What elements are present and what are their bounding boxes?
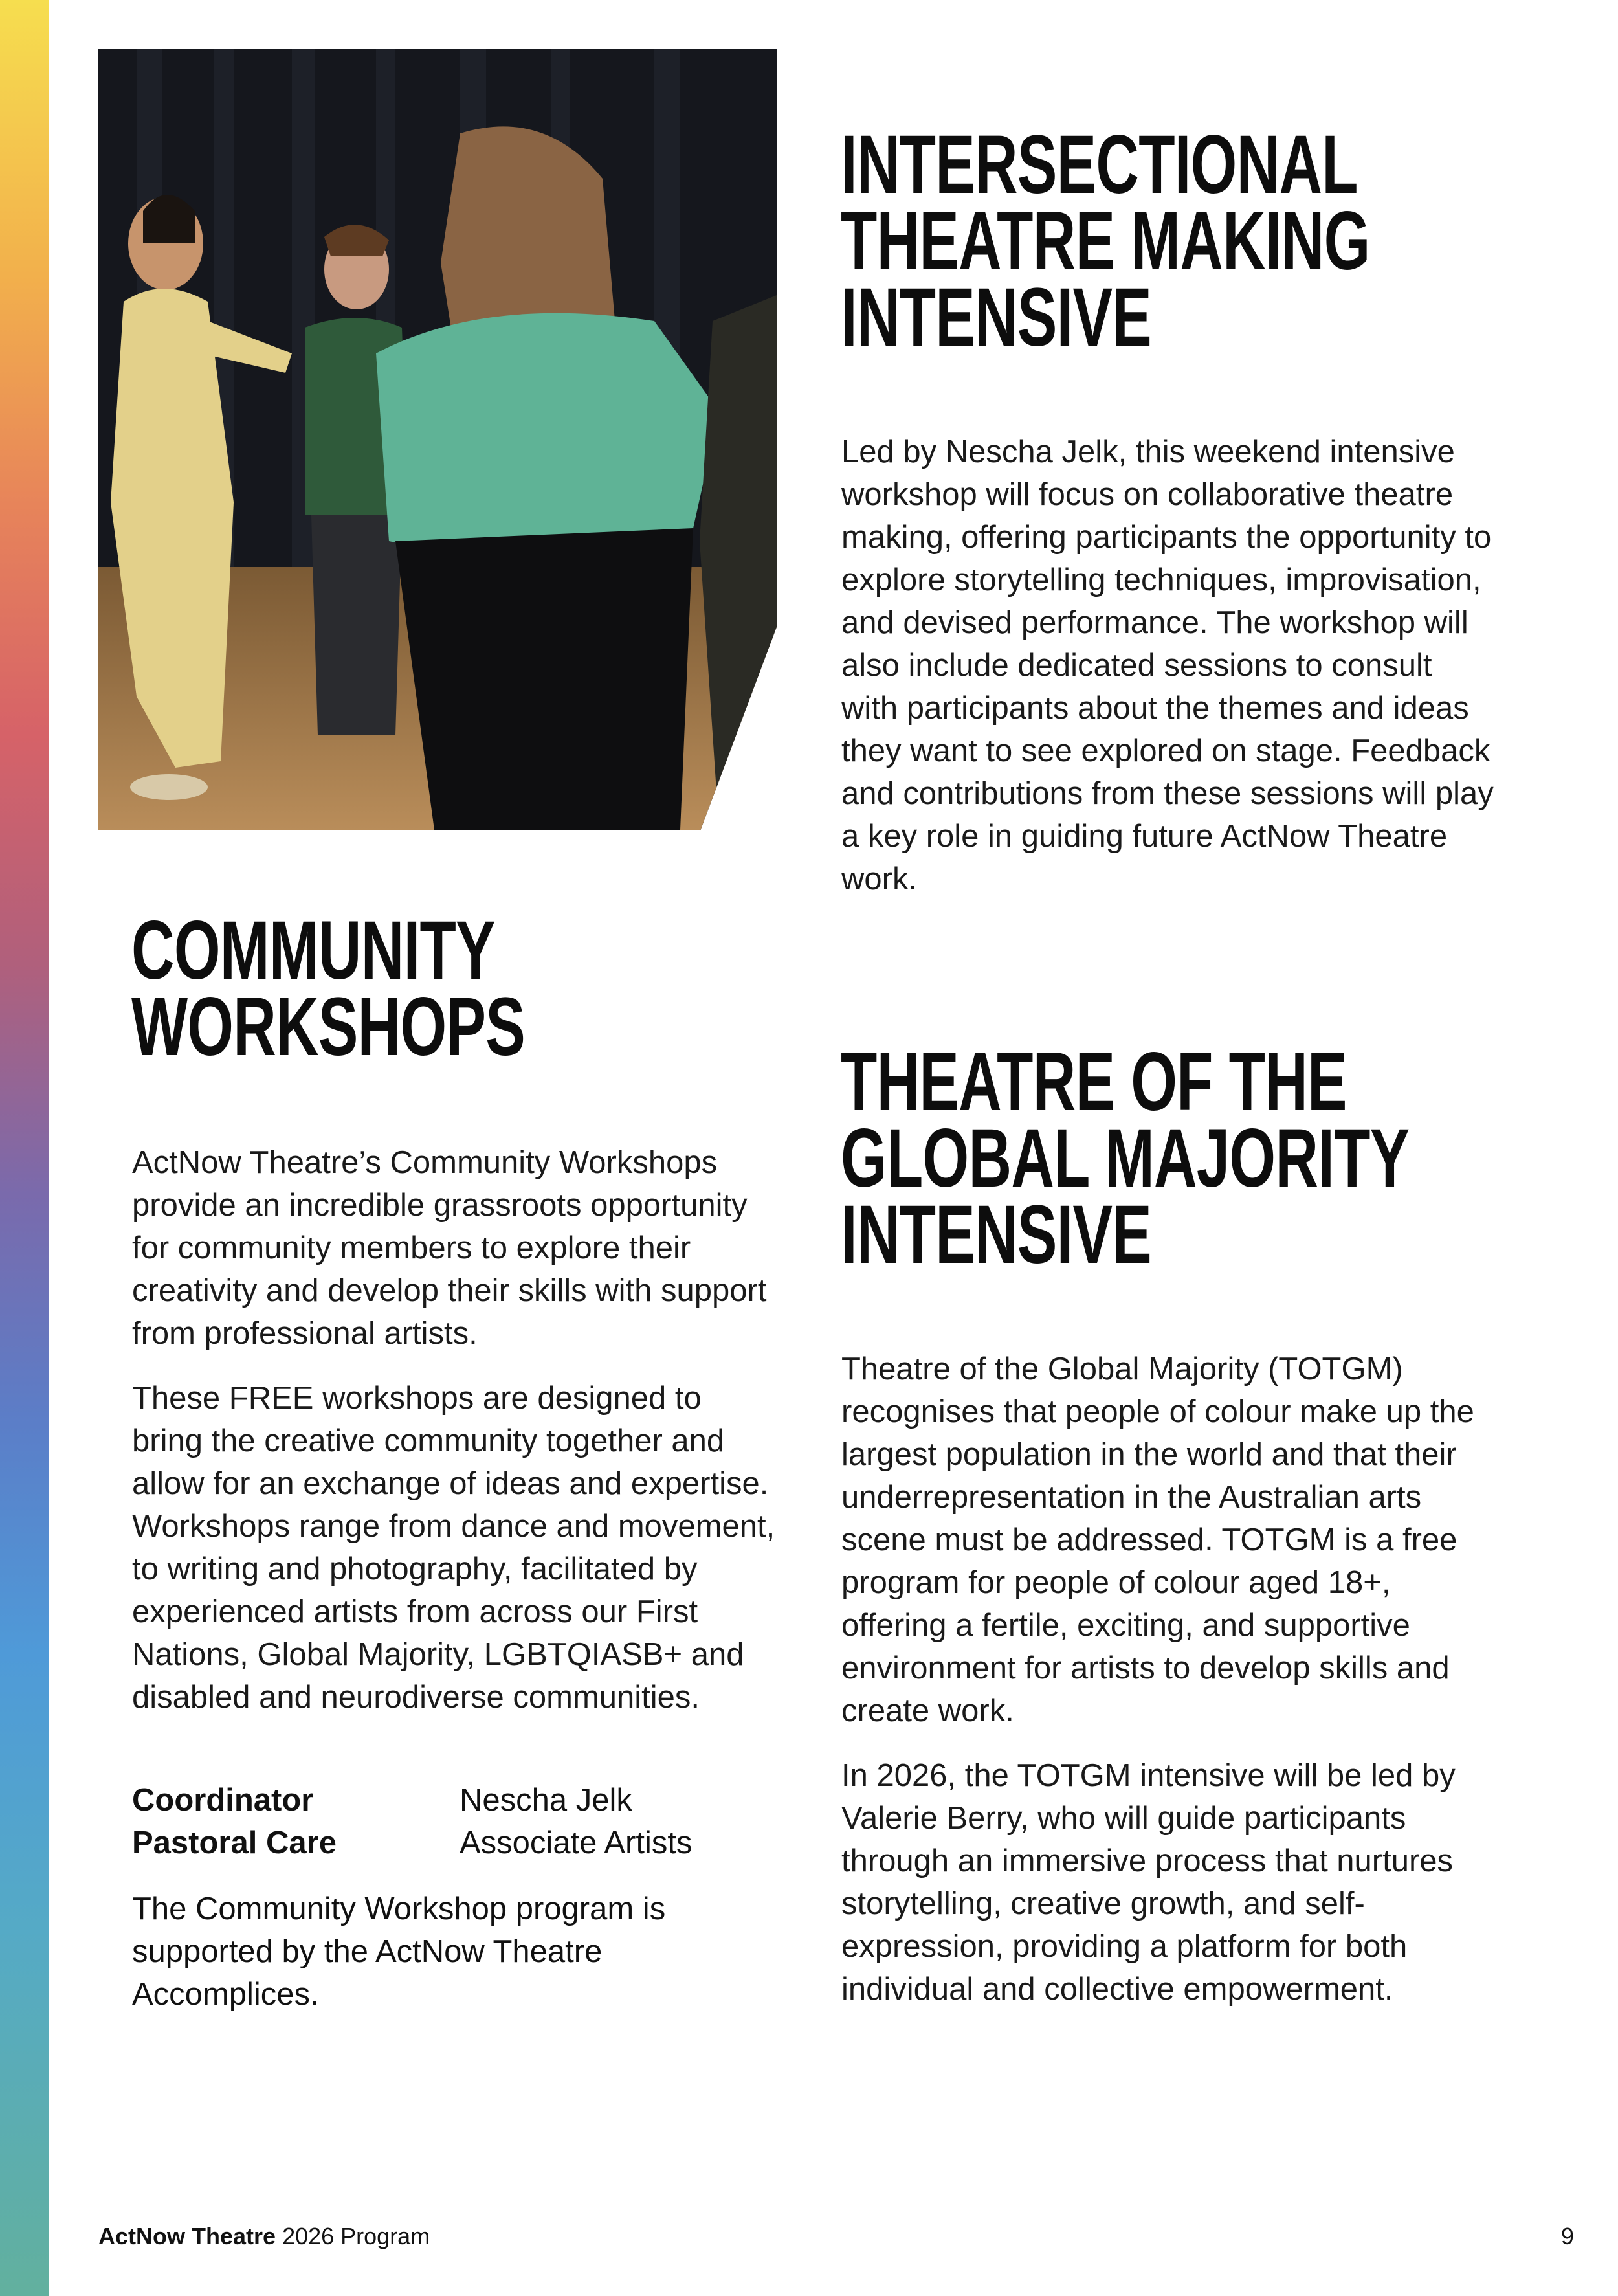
workshop-photo <box>98 49 777 830</box>
credit-row <box>132 1779 715 1822</box>
credit-name: Associate Artists <box>460 1825 693 1860</box>
rainbow-side-bar <box>0 0 49 2296</box>
heading-line: THEATRE OF THE <box>841 1036 1347 1128</box>
heading-line: COMMUNITY <box>131 904 495 997</box>
credit-role: Coordinator <box>132 1783 314 1818</box>
community-body <box>132 1141 779 1741</box>
intensive-body <box>841 430 1495 922</box>
heading-line: GLOBAL MAJORITY <box>841 1112 1410 1205</box>
totgm-body <box>841 1348 1489 2033</box>
support-note <box>132 1888 702 2016</box>
paragraph: Led by Nescha Jelk, this weekend intensive workshop will focus on collaborative theatre making, offering participants the opportunity to explore storytelling techniques, improvisation, and devised performance. The workshop will also include dedicated sessions to consult with participants about the themes and ideas they want to see explored on stage. Feedback and contributions from these sessions will play a key role in guiding future ActNow Theatre work. <box>841 434 1494 897</box>
footer-brand: ActNow Theatre <box>98 2223 276 2249</box>
paragraph: In 2026, the TOTGM intensive will be led by Valerie Berry, who will guide participants through an immersive process that nurtures storytelling, creative growth, and self-expression, providing a platform for both individual and collective empowerment. <box>841 1758 1456 2007</box>
support-note-text: The Community Workshop program is supported by the ActNow Theatre Accomplices. <box>132 1891 666 2012</box>
credits-list <box>132 1779 715 1864</box>
heading-line: INTENSIVE <box>841 1188 1152 1281</box>
credit-role: Pastoral Care <box>132 1825 337 1860</box>
photo-of-workshop-participants-icon <box>98 49 777 830</box>
totgm-heading <box>841 1036 1410 1281</box>
credit-name: Nescha Jelk <box>460 1783 632 1818</box>
paragraph: Theatre of the Global Majority (TOTGM) recognises that people of colour make up the largest population in the world and that their underrepresentation in the Australian arts scene must be addressed. TOTGM is a free program for people of colour aged 18+, offering a fertile, exciting, and supportive environment for artists to develop skills and create work. <box>841 1352 1474 1728</box>
heading-line: INTERSECTIONAL <box>841 118 1358 211</box>
community-heading <box>131 904 525 1073</box>
footer-program: 2026 Program <box>282 2223 430 2249</box>
heading-line: THEATRE MAKING <box>841 195 1370 287</box>
footer <box>98 2222 430 2251</box>
heading-line: WORKSHOPS <box>131 981 525 1073</box>
intensive-heading <box>841 118 1370 364</box>
heading-line: INTENSIVE <box>841 271 1152 364</box>
credit-row <box>132 1822 715 1864</box>
paragraph: These FREE workshops are designed to bring the creative community together and allow for an exchange of ideas and expertise. Workshops range from dance and movement, to writing and photography, facilitated by experienced artists from across our First Nations, Global Majority, LGBTQIASB+ and disabled and neurodiverse communities. <box>132 1381 775 1715</box>
page-number: 9 <box>1560 2223 1574 2249</box>
paragraph: ActNow Theatre’s Community Workshops provide an incredible grassroots opportunity for community members to explore their creativity and develop their skills with support from professional artists. <box>132 1145 767 1351</box>
